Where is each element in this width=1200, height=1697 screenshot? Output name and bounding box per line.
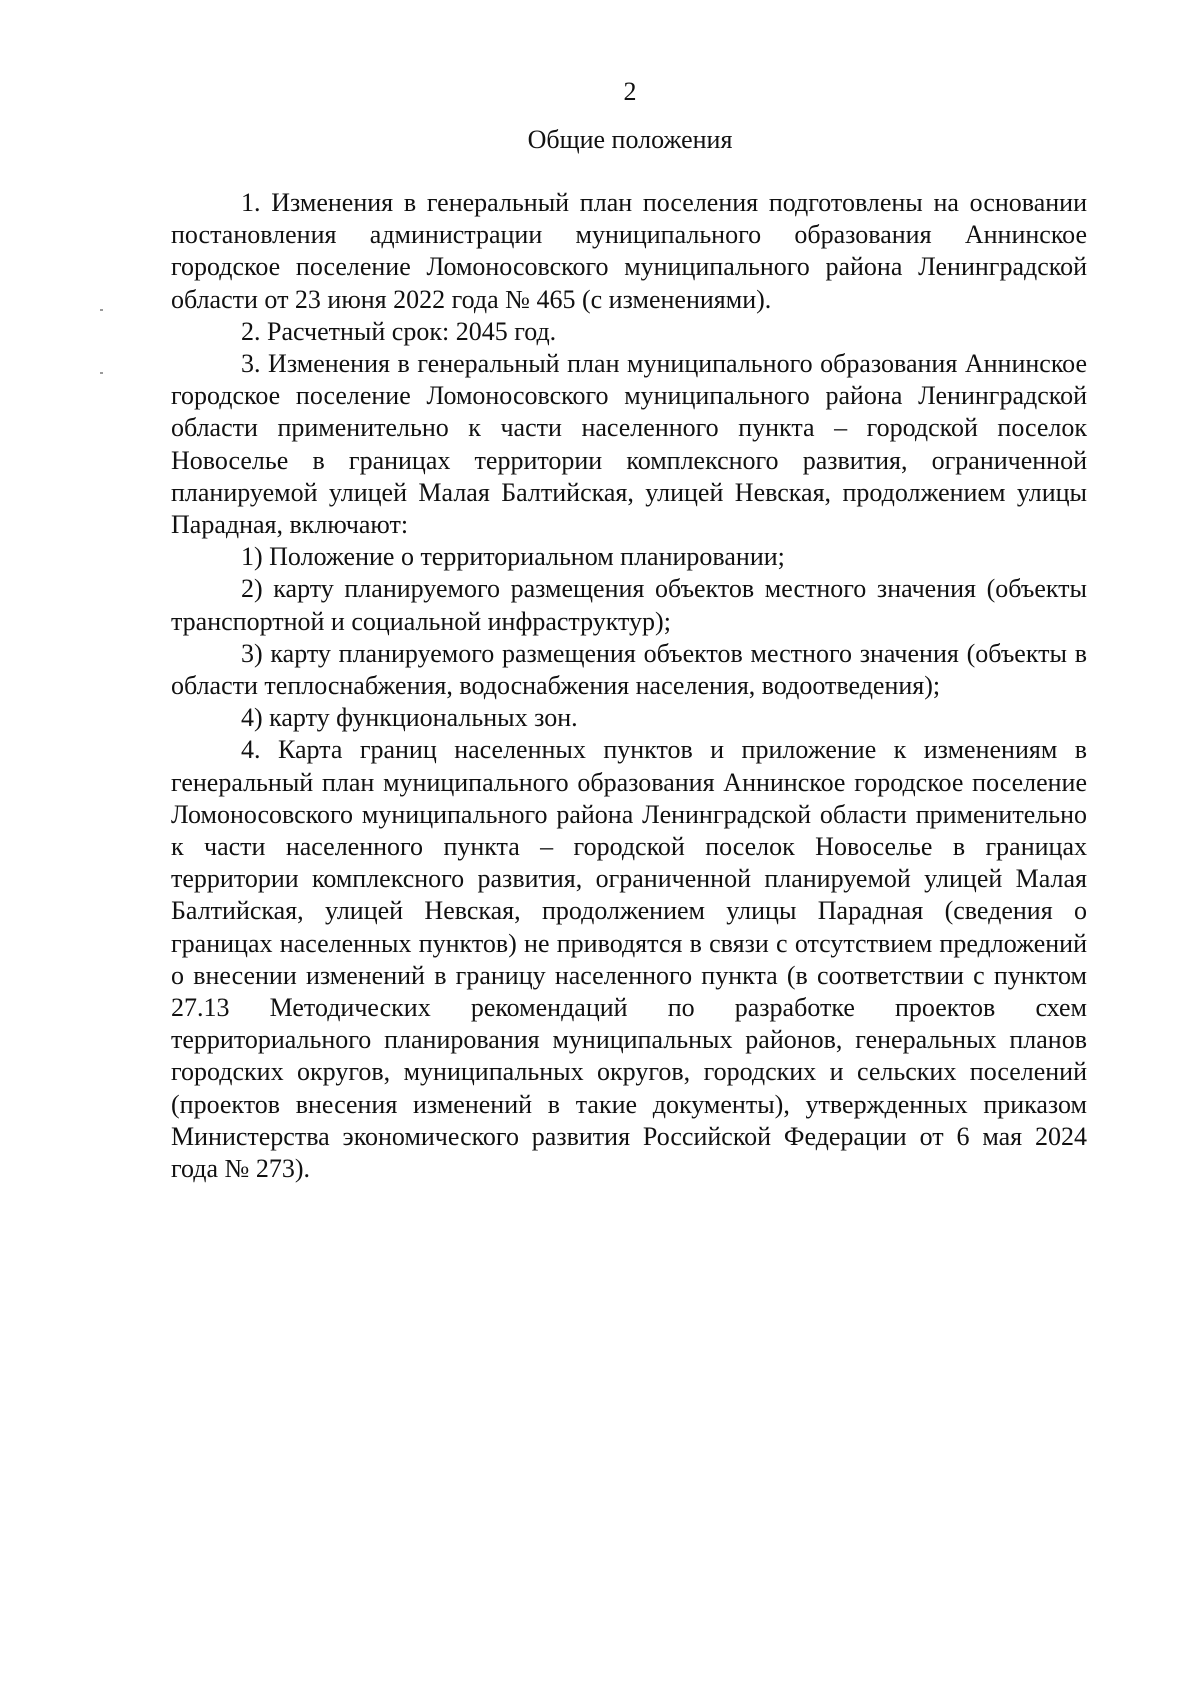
scan-artifact-mark: [100, 372, 103, 374]
list-item-1: 1) Положение о территориальном планировании;: [241, 542, 785, 572]
section-title: Общие положения: [527, 125, 733, 154]
page-number: 2: [623, 77, 637, 106]
document-body: [171, 187, 1087, 1185]
paragraph-item-4: 4. Карта границ населенных пунктов и приложение к изменениям в генеральный план муниципального образования Аннинское городское поселение Ломоносовского муниципального района Ленинградской области применительно к части населенного пункта – городской поселок Новоселье в границах территории комплексного развития, ограниченной планируемой улицей Малая Балтийская, улицей Невская, продолжением улицы Парадная (сведения о границах населенных пунктов) не приводятся в связи с отсутствием предложений о внесении изменений в границу населенного пункта (в соответствии с пунктом 27.13 Методических рекомендаций по разработке проектов схем территориального планирования муниципальных районов, генеральных планов городских округов, муниципальных округов, городских и сельских поселений (проектов внесения изменений в такие документы), утвержденных приказом Министерства экономического развития Российской Федерации от 6 мая 2024 года № 273).: [171, 735, 1087, 1184]
list-item-3: 3) карту планируемого размещения объектов местного значения (объекты в области теплоснабжения, водоснабжения населения, водоотведения);: [171, 638, 1087, 701]
list-item-2: 2) карту планируемого размещения объектов местного значения (объекты транспортной и социальной инфраструктур);: [171, 574, 1087, 636]
scan-artifact-mark: [100, 309, 103, 311]
paragraph-item-3: 3. Изменения в генеральный план муниципального образования Аннинское городское поселение Ломоносовского муниципального района Ленинградской области применительно к части населенного пункта – городской поселок Новоселье в границах территории комплексного развития, ограниченной планируемой улицей Малая Балтийская, улицей Невская, продолжением улицы Парадная, включают:: [171, 349, 1087, 540]
list-item-4: 4) карту функциональных зон.: [241, 703, 578, 733]
paragraph-item-1: 1. Изменения в генеральный план поселения подготовлены на основании постановления администрации муниципального образования Аннинское городское поселение Ломоносовского муниципального района Ленинградской области от 23 июня 2022 года № 465 (с изменениями).: [171, 188, 1087, 314]
paragraph-item-2: 2. Расчетный срок: 2045 год.: [241, 316, 557, 346]
